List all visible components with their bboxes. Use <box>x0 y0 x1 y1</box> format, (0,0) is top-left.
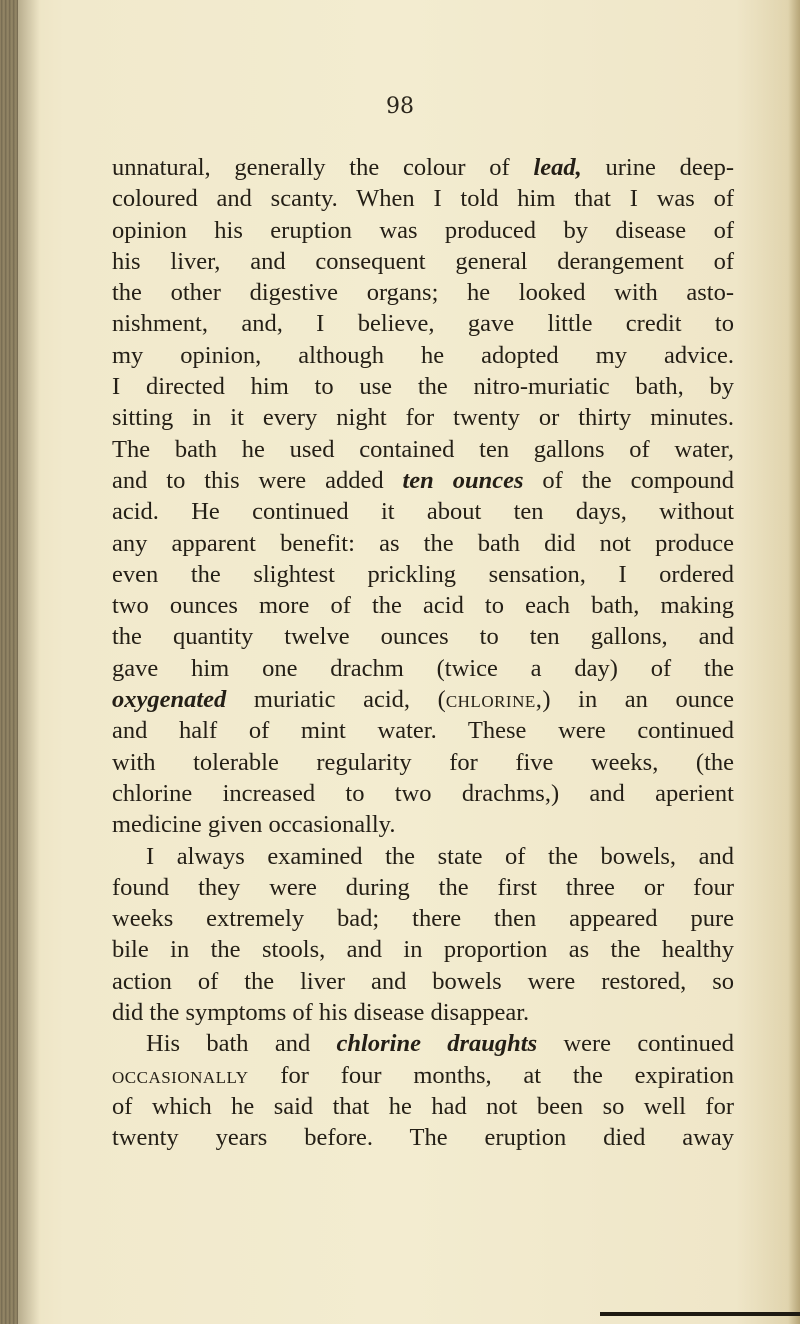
text-line: The bath he used contained ten gallons of water, <box>112 435 734 463</box>
text-line: two ounces more of the acid to each bath, making <box>112 592 734 620</box>
gutter-shadow <box>18 0 40 1324</box>
text-line: and half of mint water. These were continued <box>112 717 734 745</box>
book-spine-edge <box>0 0 18 1324</box>
text-line: with tolerable regularity for five weeks, (the <box>112 748 734 776</box>
text-line: the quantity twelve ounces to ten gallons, and <box>112 623 734 651</box>
text-line: chlorine increased to two drachms,) and aperient <box>112 779 734 807</box>
text-line: occasionally for four months, at the expiration <box>112 1061 734 1089</box>
text-line: my opinion, although he adopted my advice. <box>112 341 734 369</box>
text-line: I always examined the state of the bowels, and <box>146 842 734 870</box>
text-line: weeks extremely bad; there then appeared pure <box>112 905 734 933</box>
text-line: oxygenated muriatic acid, (chlorine,) in an ounce <box>112 686 734 714</box>
text-line: any apparent benefit: as the bath did not produce <box>112 529 734 557</box>
text-line: bile in the stools, and in proportion as the healthy <box>112 936 734 964</box>
text-line: His bath and chlorine draughts were continued <box>146 1030 734 1058</box>
text-line: sitting in it every night for twenty or thirty minutes. <box>112 404 734 432</box>
text-line: I directed him to use the nitro-muriatic bath, by <box>112 373 734 401</box>
body-text <box>112 152 734 1154</box>
text-line: of which he said that he had not been so well for <box>112 1092 734 1120</box>
text-line: did the symptoms of his disease disappear. <box>112 999 530 1027</box>
text-line: medicine given occasionally. <box>112 811 396 839</box>
text-line: and to this were added ten ounces of the compound <box>112 466 735 494</box>
text-line: his liver, and consequent general derangement of <box>112 247 734 275</box>
text-line: action of the liver and bowels were restored, so <box>112 967 734 995</box>
text-line: gave him one drachm (twice a day) of the <box>112 654 734 682</box>
page-number: 98 <box>386 94 414 119</box>
text-line: unnatural, generally the colour of lead, urine deep- <box>112 154 734 181</box>
bottom-edge-rule <box>600 1312 800 1316</box>
text-line: coloured and scanty. When I told him that I was of <box>112 185 734 213</box>
text-line: opinion his eruption was produced by disease of <box>112 216 734 244</box>
text-line: nishment, and, I believe, gave little credit to <box>112 310 734 338</box>
text-line: twenty years before. The eruption died away <box>112 1124 734 1152</box>
text-line: the other digestive organs; he looked with asto- <box>112 279 734 307</box>
text-line: found they were during the first three or four <box>112 873 734 901</box>
text-line: acid. He continued it about ten days, without <box>112 498 734 526</box>
page-right-edge <box>788 0 800 1324</box>
text-line: even the slightest prickling sensation, I ordered <box>112 560 734 588</box>
